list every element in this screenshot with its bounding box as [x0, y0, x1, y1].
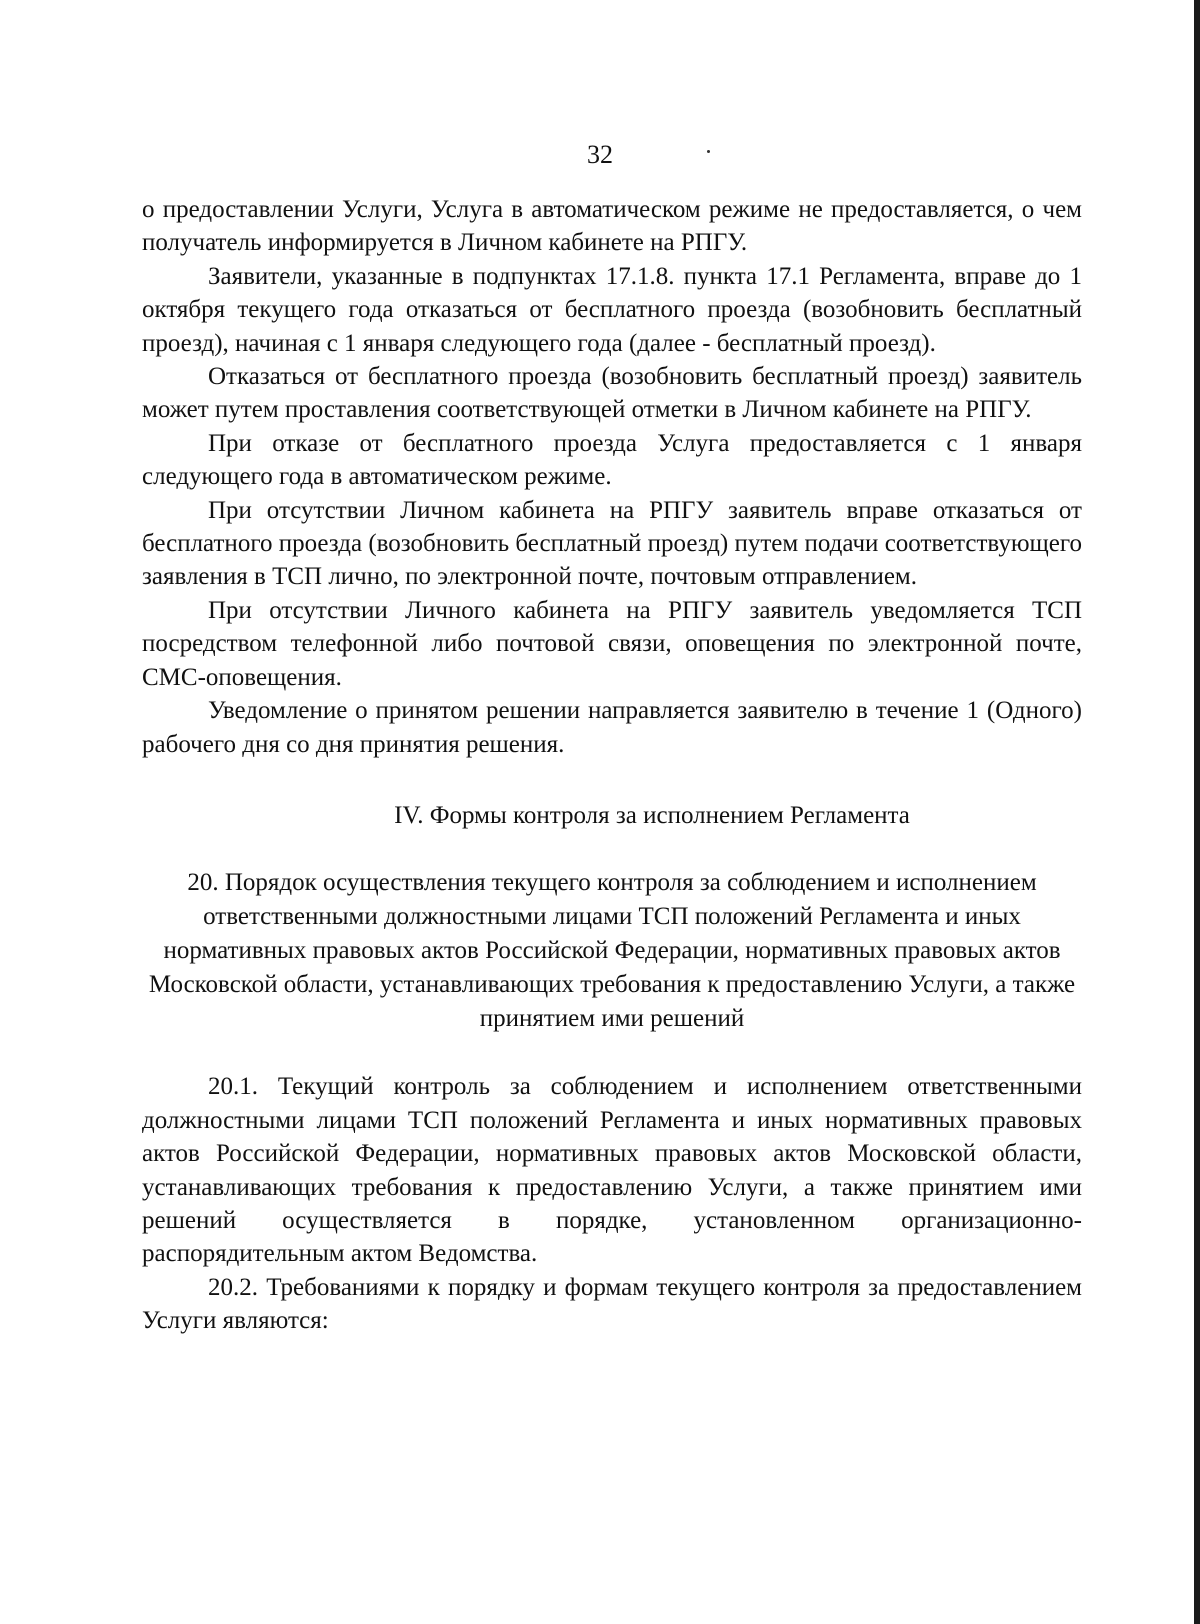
paragraph: 20.2. Требованиями к порядку и формам текущего контроля за предоставлением Услуги являются: — [142, 1273, 1082, 1335]
paragraph: 20.1. Текущий контроль за соблюдением и исполнением ответственными должностными лицами ТСП положений Регламента и иных нормативных правовых актов Российской Федерации, нормативных правовых актов Московской области, устанавливающих требования к предоставлению Услуги, а также принятием ими решений осуществляется в порядке, установленном организационно-распорядительным актом Ведомства. — [142, 1073, 1082, 1268]
spacer — [142, 1036, 1082, 1070]
paragraph: При отсутствии Личном кабинета на РПГУ заявитель вправе отказаться от бесплатного проезда (возобновить бесплатный проезд) путем подачи соответствующего заявления в ТСП лично, по электронной почте, почтовым отправлением. — [142, 496, 1082, 591]
paragraph: При отказе от бесплатного проезда Услуга предоставляется с 1 января следующего года в автоматическом режиме. — [142, 429, 1082, 491]
paragraph: Заявители, указанные в подпунктах 17.1.8. пункта 17.1 Регламента, вправе до 1 октября текущего года отказаться от бесплатного проезда (возобновить бесплатный проезд), начиная с 1 января следующего года (далее - бесплатный проезд). — [142, 262, 1082, 357]
paragraph: При отсутствии Личного кабинета на РПГУ заявитель уведомляется ТСП посредством телефонной либо почтовой связи, оповещения по электронной почте, СМС-оповещения. — [142, 596, 1082, 691]
paragraph-continuation: о предоставлении Услуги, Услуга в автоматическом режиме не предоставляется, о чем получатель информируется в Личном кабинете на РПГУ. — [142, 196, 1082, 257]
section-heading: IV. Формы контроля за исполнением Регламента — [394, 801, 910, 829]
scan-edge — [1194, 0, 1200, 1624]
subsection-heading: 20. Порядок осуществления текущего контроля за соблюдением и исполнением ответственными должностными лицами ТСП положений Регламента и иных нормативных правовых актов Российской Федерации, нормативных правовых актов Московской области, устанавливающих требования к предоставлению Услуги, а также принятием ими решений — [148, 869, 1076, 1033]
paragraph: Отказаться от бесплатного проезда (возобновить бесплатный проезд) заявитель может путем проставления соответствующей отметки в Личном кабинете на РПГУ. — [142, 363, 1082, 424]
document-body — [142, 193, 1082, 1338]
paragraph: Уведомление о принятом решении направляется заявителю в течение 1 (Одного) рабочего дня со дня принятия решения. — [142, 697, 1082, 758]
page-number: 32 — [587, 140, 613, 169]
